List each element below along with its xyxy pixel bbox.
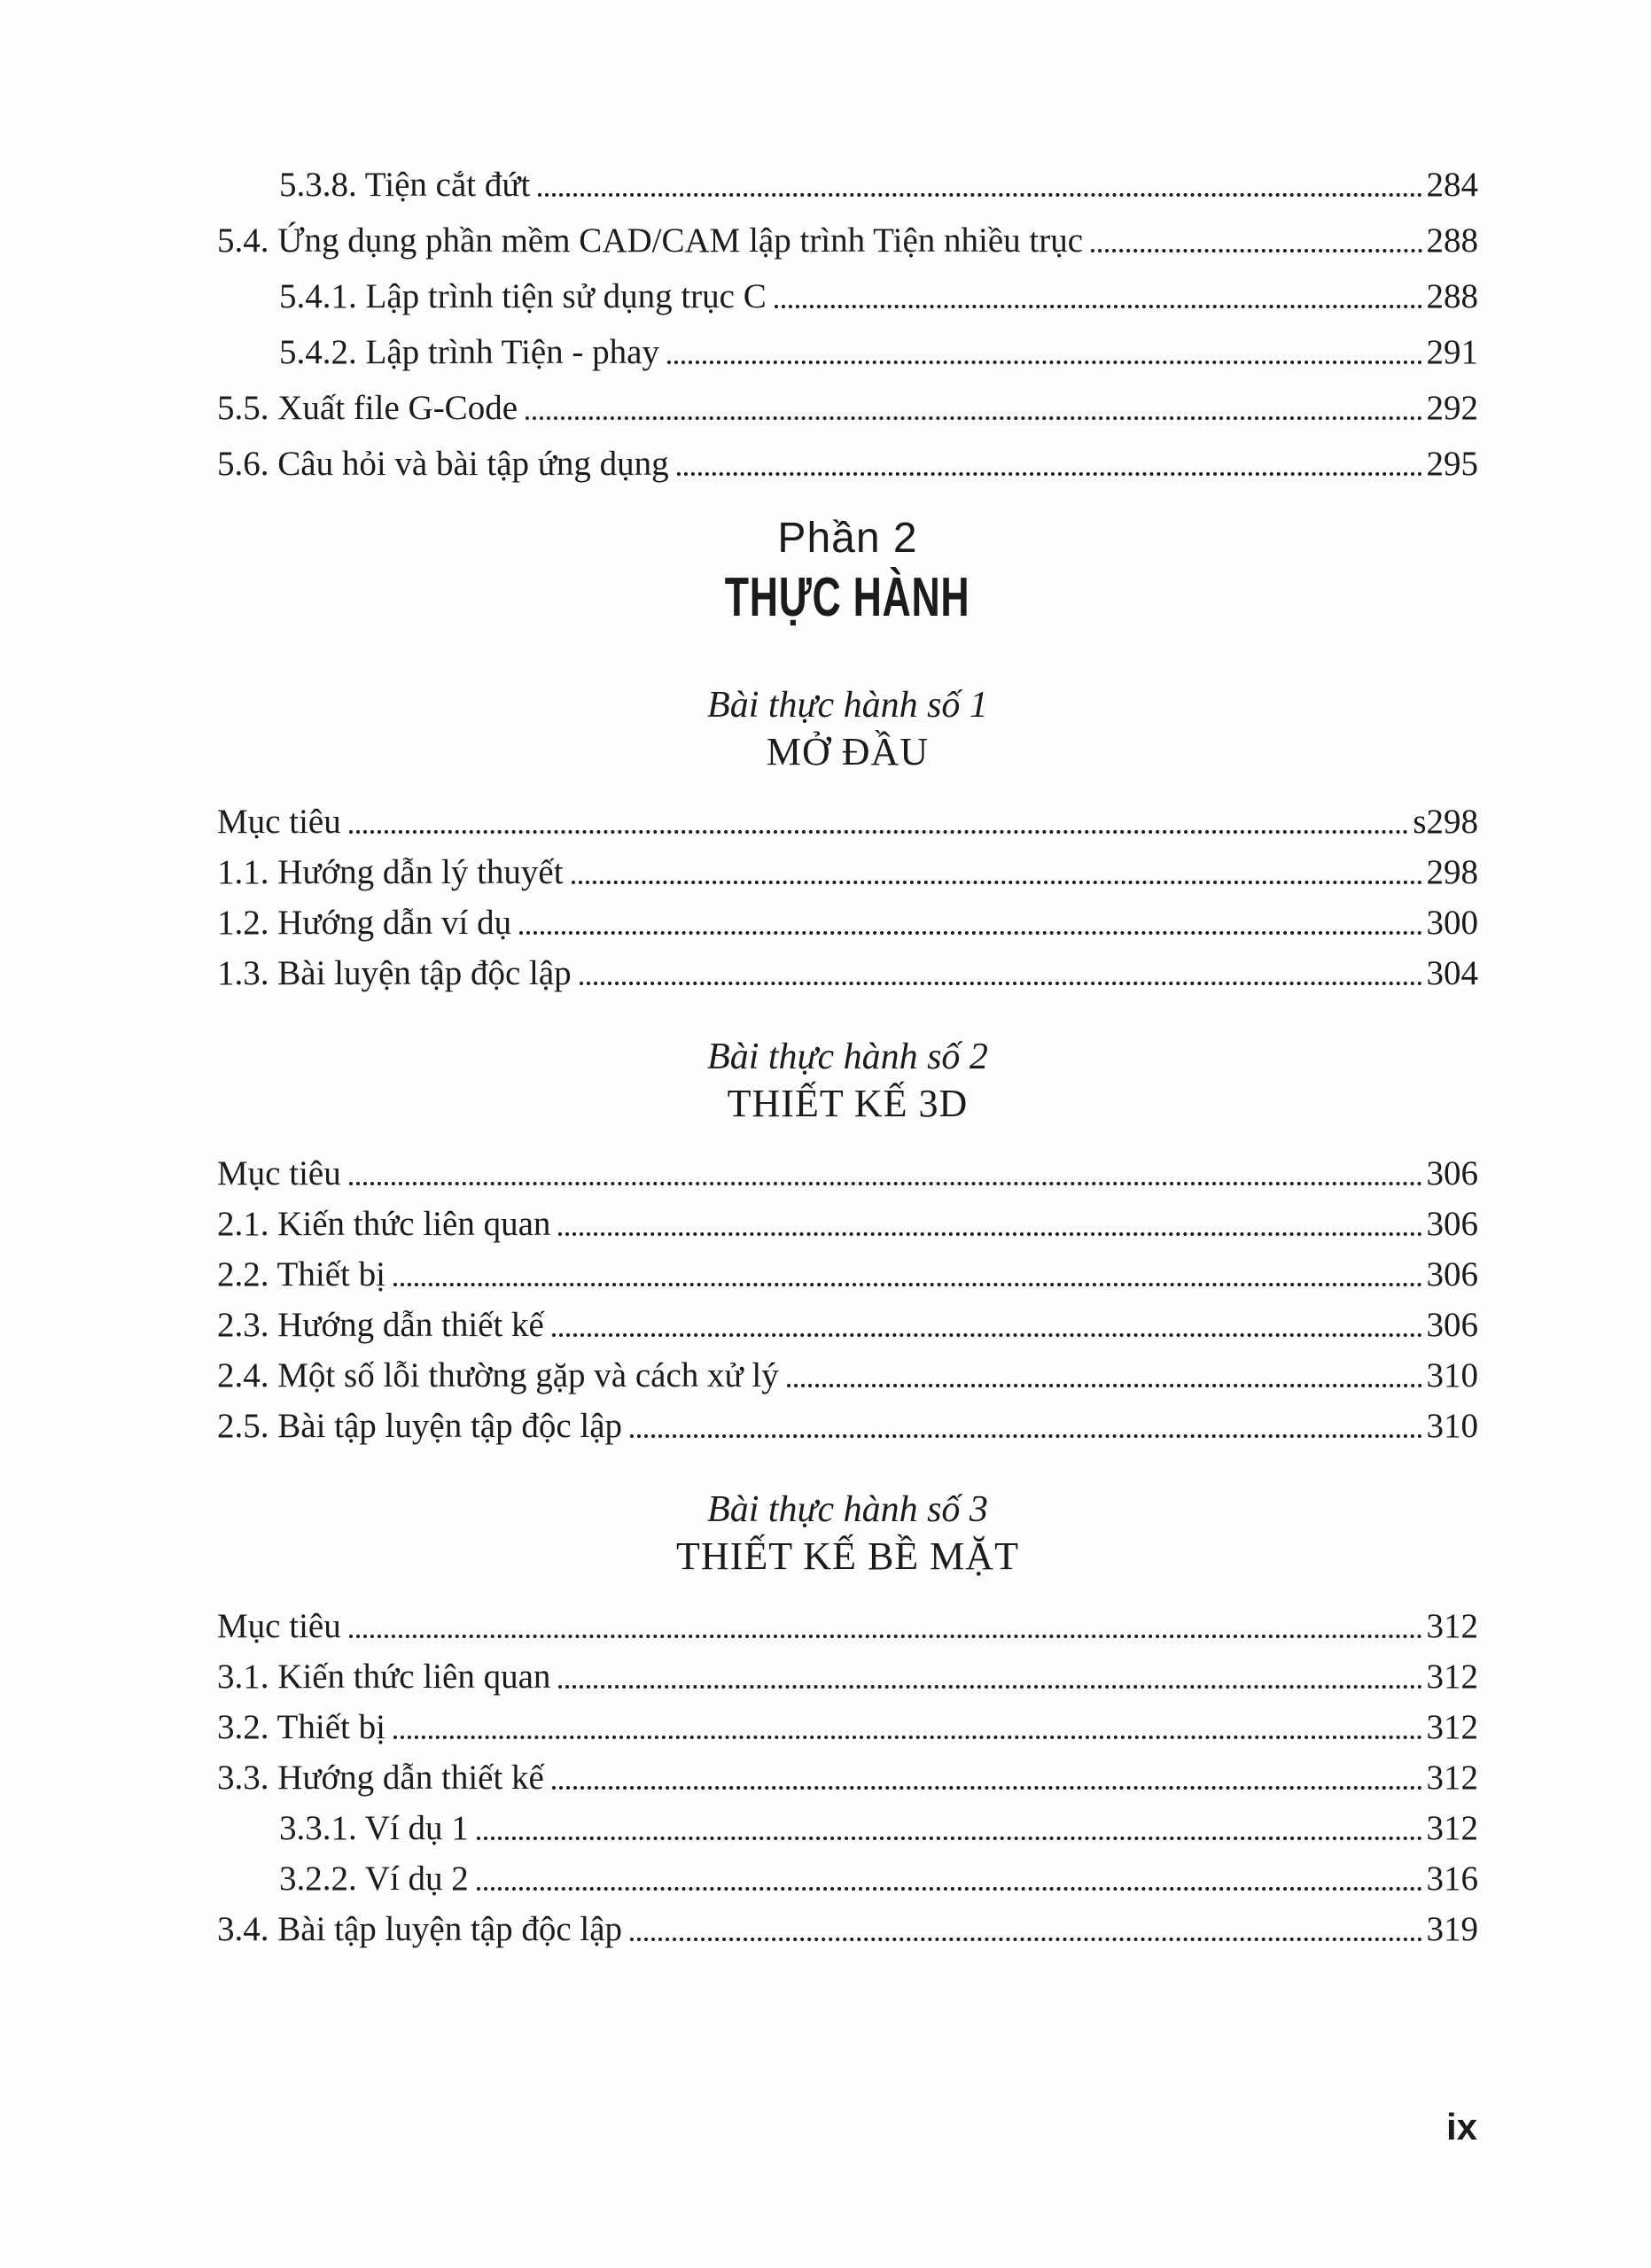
toc-entry-page: 312 — [1426, 1658, 1478, 1696]
dot-leader — [1091, 249, 1421, 252]
part-header — [217, 514, 1478, 641]
toc-entry-page: 304 — [1426, 954, 1478, 992]
toc-entry — [217, 1255, 1478, 1294]
toc-entry-label: 3.3. Hướng dẫn thiết kế — [217, 1759, 544, 1797]
dot-leader — [393, 1283, 1422, 1286]
dot-leader — [787, 1384, 1422, 1387]
dot-leader — [393, 1736, 1422, 1739]
dot-leader — [630, 1434, 1421, 1438]
toc-entry-page: 284 — [1426, 166, 1478, 204]
section-heading: THIẾT KẾ 3D — [727, 1082, 969, 1125]
toc-entry — [217, 333, 1478, 372]
toc-entry-label: 3.2.2. Ví dụ 2 — [279, 1860, 469, 1898]
toc-entry — [217, 1205, 1478, 1244]
toc-entry-label: 3.4. Bài tập luyện tập độc lập — [217, 1910, 623, 1948]
toc-entry-page: 292 — [1426, 389, 1478, 427]
toc-entry — [217, 1860, 1478, 1899]
toc-entry-page: s298 — [1413, 803, 1478, 841]
dot-leader — [558, 1232, 1421, 1236]
toc-entry-label: 2.3. Hướng dẫn thiết kế — [217, 1306, 544, 1344]
toc-entry — [217, 1607, 1478, 1646]
toc-entry — [217, 1306, 1478, 1345]
toc-entry-label: 5.3.8. Tiện cắt đứt — [279, 166, 531, 204]
toc-entry-label: 2.5. Bài tập luyện tập độc lập — [217, 1407, 623, 1445]
toc-entry-label: 3.2. Thiết bị — [217, 1708, 385, 1746]
dot-leader — [558, 1685, 1421, 1689]
dot-leader — [477, 1887, 1422, 1891]
toc-entry — [217, 1708, 1478, 1747]
dot-leader — [580, 982, 1422, 985]
toc-entry — [217, 1356, 1478, 1395]
dot-leader — [349, 1182, 1422, 1185]
dot-leader — [477, 1837, 1422, 1840]
toc-entry-label: 5.4. Ứng dụng phần mềm CAD/CAM lập trình Tiện nhiều trục — [217, 221, 1084, 260]
toc-entry — [217, 221, 1478, 260]
section-subtitle: Bài thực hành số 2 — [707, 1037, 988, 1077]
toc-entry — [217, 445, 1478, 484]
toc-entry — [217, 904, 1478, 943]
toc-entry-page: 310 — [1426, 1407, 1478, 1445]
dot-leader — [538, 193, 1421, 197]
page-number: ix — [1445, 2106, 1477, 2148]
dot-leader — [519, 931, 1421, 935]
toc-entry-label: 5.4.2. Lập trình Tiện - phay — [279, 333, 659, 371]
toc-entry — [217, 1910, 1478, 1949]
toc-top-block — [217, 166, 1478, 484]
toc-entry-label: 1.2. Hướng dẫn ví dụ — [217, 904, 512, 942]
toc-entry-label: 5.4.1. Lập trình tiện sử dụng trục C — [279, 277, 767, 315]
toc-entry — [217, 853, 1478, 892]
section-heading: MỞ ĐẦU — [766, 730, 930, 773]
dot-leader — [349, 1635, 1422, 1638]
section-toc-rows — [217, 803, 1478, 993]
practice-section — [217, 684, 1478, 993]
toc-content — [217, 166, 1478, 1961]
toc-entry-page: 306 — [1426, 1154, 1478, 1192]
dot-leader — [526, 416, 1421, 420]
toc-entry-label: Mục tiêu — [217, 1154, 341, 1192]
dot-leader — [667, 361, 1422, 364]
practice-section — [217, 1488, 1478, 1949]
toc-entry — [217, 389, 1478, 428]
toc-entry-page: 312 — [1426, 1607, 1478, 1645]
toc-entry-page: 306 — [1426, 1255, 1478, 1293]
toc-entry-label: 5.6. Câu hỏi và bài tập ứng dụng — [217, 445, 669, 483]
toc-entry-page: 288 — [1426, 221, 1478, 260]
toc-entry-label: 3.1. Kiến thức liên quan — [217, 1658, 551, 1696]
toc-entry-page: 295 — [1426, 445, 1478, 483]
toc-entry-page: 316 — [1426, 1860, 1478, 1898]
dot-leader — [677, 472, 1422, 476]
toc-entry — [217, 1759, 1478, 1798]
dot-leader — [775, 305, 1422, 308]
toc-entry — [217, 1407, 1478, 1446]
dot-leader — [349, 830, 1409, 834]
toc-entry-label: Mục tiêu — [217, 803, 341, 841]
toc-entry-label: 2.1. Kiến thức liên quan — [217, 1205, 551, 1243]
toc-entry-page: 312 — [1426, 1809, 1478, 1847]
toc-entry-page: 319 — [1426, 1910, 1478, 1948]
toc-entry — [217, 1154, 1478, 1193]
sections-container — [217, 684, 1478, 1949]
toc-entry — [217, 803, 1478, 842]
toc-entry-label: 2.2. Thiết bị — [217, 1255, 385, 1293]
toc-entry — [217, 954, 1478, 993]
dot-leader — [630, 1938, 1421, 1941]
part-title: THỰC HÀNH — [725, 567, 970, 628]
toc-entry-page: 312 — [1426, 1708, 1478, 1746]
part-title-wrap — [217, 569, 1478, 641]
toc-entry-label: Mục tiêu — [217, 1607, 341, 1645]
toc-entry-label: 5.5. Xuất file G-Code — [217, 389, 518, 427]
toc-entry-page: 288 — [1426, 277, 1478, 315]
toc-entry — [217, 1658, 1478, 1697]
section-subtitle: Bài thực hành số 1 — [707, 685, 988, 726]
toc-entry-label: 3.3.1. Ví dụ 1 — [279, 1809, 469, 1847]
toc-entry-page: 306 — [1426, 1306, 1478, 1344]
part-kicker: Phần 2 — [777, 515, 918, 562]
toc-entry — [217, 166, 1478, 205]
section-toc-rows — [217, 1607, 1478, 1949]
dot-leader — [552, 1786, 1422, 1790]
toc-entry-page: 300 — [1426, 904, 1478, 942]
practice-section — [217, 1036, 1478, 1446]
toc-entry-page: 310 — [1426, 1356, 1478, 1394]
section-heading: THIẾT KẾ BỀ MẶT — [676, 1534, 1019, 1578]
toc-entry-page: 298 — [1426, 853, 1478, 891]
section-toc-rows — [217, 1154, 1478, 1446]
section-subtitle: Bài thực hành số 3 — [707, 1489, 988, 1530]
toc-entry-label: 1.1. Hướng dẫn lý thuyết — [217, 853, 564, 891]
toc-entry-label: 1.3. Bài luyện tập độc lập — [217, 954, 572, 992]
toc-entry-page: 306 — [1426, 1205, 1478, 1243]
toc-entry — [217, 277, 1478, 316]
dot-leader — [572, 881, 1422, 884]
toc-entry-page: 291 — [1426, 333, 1478, 371]
toc-entry-label: 2.4. Một số lỗi thường gặp và cách xử lý — [217, 1356, 779, 1394]
toc-entry-page: 312 — [1426, 1759, 1478, 1797]
toc-entry — [217, 1809, 1478, 1848]
dot-leader — [552, 1333, 1422, 1337]
